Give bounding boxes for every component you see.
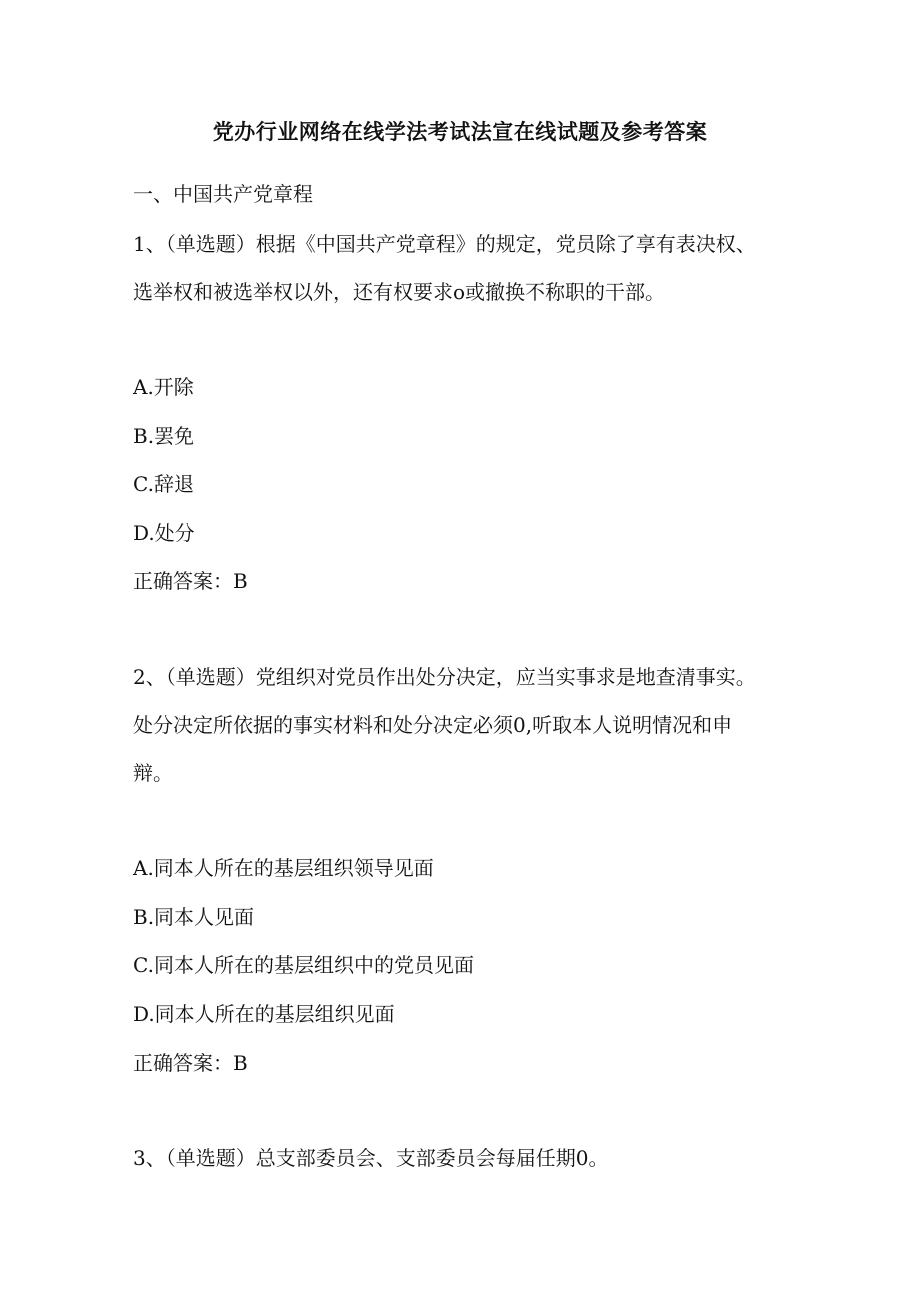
question-3-line-1: 3、（单选题）总支部委员会、支部委员会每届任期0。 [133,1146,609,1170]
question-1-line-1: 1、（单选题）根据《中国共产党章程》的规定，党员除了享有表决权、 [133,232,756,256]
question-1-option-b: B.罢免 [133,424,195,448]
question-2-answer: 正确答案：B [133,1051,248,1075]
question-2-option-c: C.同本人所在的基层组织中的党员见面 [133,953,474,977]
question-1-option-c: C.辞退 [133,472,194,496]
question-2-option-a: A.同本人所在的基层组织领导见面 [133,856,434,880]
question-1-answer: 正确答案：B [133,569,248,593]
question-2-line-1: 2、（单选题）党组织对党员作出处分决定，应当实事求是地查清事实。 [133,665,756,689]
question-1-option-a: A.开除 [133,375,194,399]
question-1-line-2: 选举权和被选举权以外，还有权要求o或撤换不称职的干部。 [133,280,666,304]
question-1-option-d: D.处分 [133,521,195,545]
question-2-line-2: 处分决定所依据的事实材料和处分决定必须0,听取本人说明情况和申 [133,713,733,737]
question-2-line-3: 辩。 [133,761,173,785]
question-2-option-b: B.同本人见面 [133,905,255,929]
section-heading: 一、中国共产党章程 [133,182,313,206]
question-2-option-d: D.同本人所在的基层组织见面 [133,1002,395,1026]
document-title: 党办行业网络在线学法考试法宣在线试题及参考答案 [212,119,708,144]
